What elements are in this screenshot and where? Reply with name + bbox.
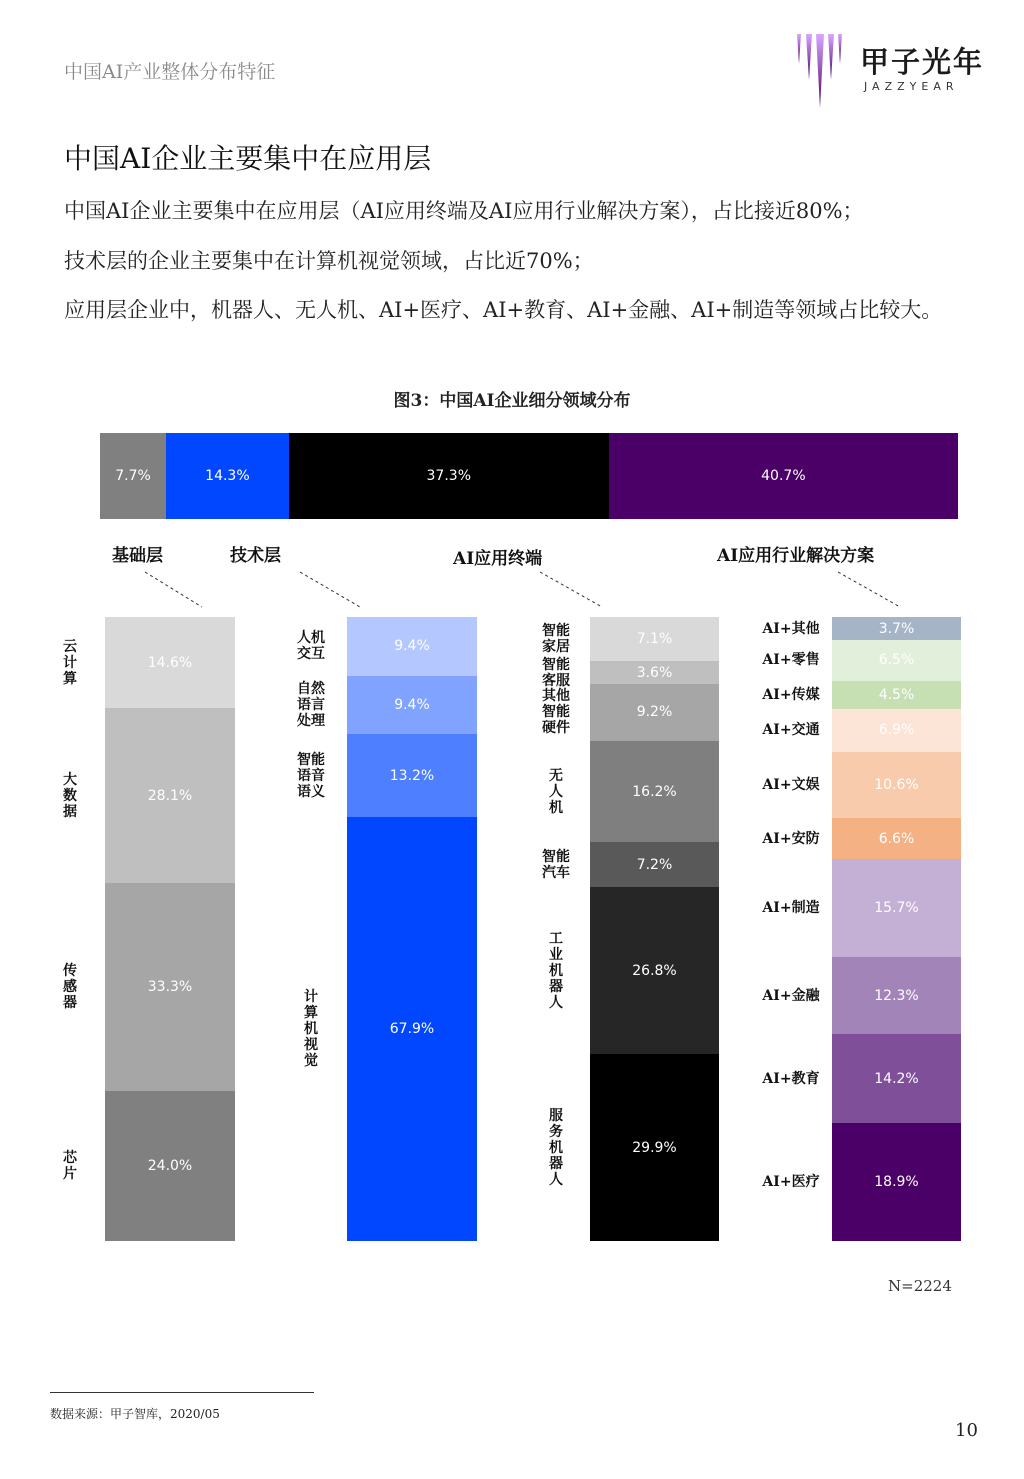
category-label: AI+其他	[762, 620, 820, 637]
category-label: 计 算 机 视 觉	[304, 988, 318, 1069]
paragraph-2: 技术层的企业主要集中在计算机视觉领域，占比近70%；	[64, 249, 594, 273]
bar-segment: 7.2%	[590, 842, 719, 887]
header-title: 中国AI产业整体分布特征	[64, 61, 276, 83]
sample-size-note: N=2224	[888, 1277, 952, 1295]
bar-segment: 12.3%	[832, 957, 961, 1034]
group-label: 基础层	[112, 546, 163, 566]
bar-segment: 67.9%	[347, 817, 477, 1241]
bar-segment: 14.2%	[832, 1034, 961, 1123]
category-label: 云 计 算	[63, 638, 77, 687]
category-label: 人机 交互	[297, 630, 325, 663]
overall-bar-segment: 7.7%	[100, 433, 166, 519]
category-label: 智能 语音 语义	[297, 751, 325, 800]
logo-icon	[793, 30, 845, 110]
category-label: 大 数 据	[63, 771, 77, 820]
logo-text: 甲子光年	[860, 45, 985, 79]
connector-line	[300, 570, 360, 610]
category-label: 智能 汽车	[542, 848, 570, 881]
category-label: AI+教育	[762, 1070, 820, 1087]
category-label: 其他 智能 硬件	[542, 688, 570, 737]
bar-segment: 6.6%	[832, 818, 961, 859]
bar-segment: 24.0%	[105, 1091, 235, 1241]
bar-segment: 18.9%	[832, 1123, 961, 1241]
page-heading: 中国AI企业主要集中在应用层	[64, 142, 432, 175]
category-label: 自然 语言 处理	[297, 681, 325, 730]
paragraph-3: 应用层企业中，机器人、无人机、AI+医疗、AI+教育、AI+金融、AI+制造等领域占比较大。	[64, 298, 943, 322]
bar-segment: 9.4%	[347, 617, 477, 676]
category-label: AI+文娱	[762, 777, 820, 794]
paragraph-1: 中国AI企业主要集中在应用层（AI应用终端及AI应用行业解决方案），占比接近80%；	[64, 199, 864, 223]
group-label: 技术层	[230, 546, 281, 566]
bar-segment: 9.4%	[347, 676, 477, 735]
bar-segment: 16.2%	[590, 741, 719, 842]
group-label: AI应用行业解决方案	[717, 546, 875, 566]
connector-line	[540, 570, 602, 610]
category-label: 工 业 机 器 人	[549, 930, 563, 1011]
logo-subtext: JAZZYEAR	[864, 80, 959, 93]
page-number: 10	[955, 1420, 978, 1441]
bar-segment: 3.6%	[590, 661, 719, 683]
group-label: AI应用终端	[453, 549, 543, 569]
category-label: 传 感 器	[63, 963, 77, 1012]
category-label: 无 人 机	[549, 767, 563, 816]
category-label: AI+传媒	[762, 686, 820, 703]
category-label: AI+制造	[762, 900, 820, 917]
bar-segment: 3.7%	[832, 617, 961, 640]
bar-segment: 28.1%	[105, 708, 235, 883]
bar-segment: 6.9%	[832, 709, 961, 752]
category-label: 芯 片	[63, 1150, 77, 1183]
overall-bar-segment: 40.7%	[609, 433, 958, 519]
bar-segment: 15.7%	[832, 859, 961, 957]
bar-segment: 29.9%	[590, 1054, 719, 1241]
bar-segment: 6.5%	[832, 640, 961, 681]
category-label: AI+安防	[762, 830, 820, 847]
data-source: 数据来源：甲子智库，2020/05	[50, 1407, 220, 1421]
bar-segment: 14.6%	[105, 617, 235, 708]
connector-line	[838, 570, 900, 610]
bar-segment: 33.3%	[105, 883, 235, 1091]
overall-bar-segment: 37.3%	[289, 433, 609, 519]
category-label: AI+医疗	[762, 1173, 820, 1190]
category-label: AI+交通	[762, 722, 820, 739]
category-label: 服 务 机 器 人	[549, 1107, 563, 1188]
bar-segment: 26.8%	[590, 887, 719, 1054]
bar-segment: 9.2%	[590, 684, 719, 741]
category-label: AI+零售	[762, 652, 820, 669]
bar-segment: 10.6%	[832, 752, 961, 818]
category-label: AI+金融	[762, 987, 820, 1004]
bar-segment: 7.1%	[590, 617, 719, 661]
footnote-divider	[50, 1392, 314, 1393]
category-label: 智能 客服	[542, 656, 570, 689]
bar-segment: 13.2%	[347, 734, 477, 816]
category-label: 智能 家居	[542, 623, 570, 656]
bar-segment: 4.5%	[832, 681, 961, 709]
chart-title: 图3：中国AI企业细分领域分布	[393, 391, 631, 411]
overall-bar-segment: 14.3%	[166, 433, 289, 519]
connector-line	[145, 570, 202, 610]
